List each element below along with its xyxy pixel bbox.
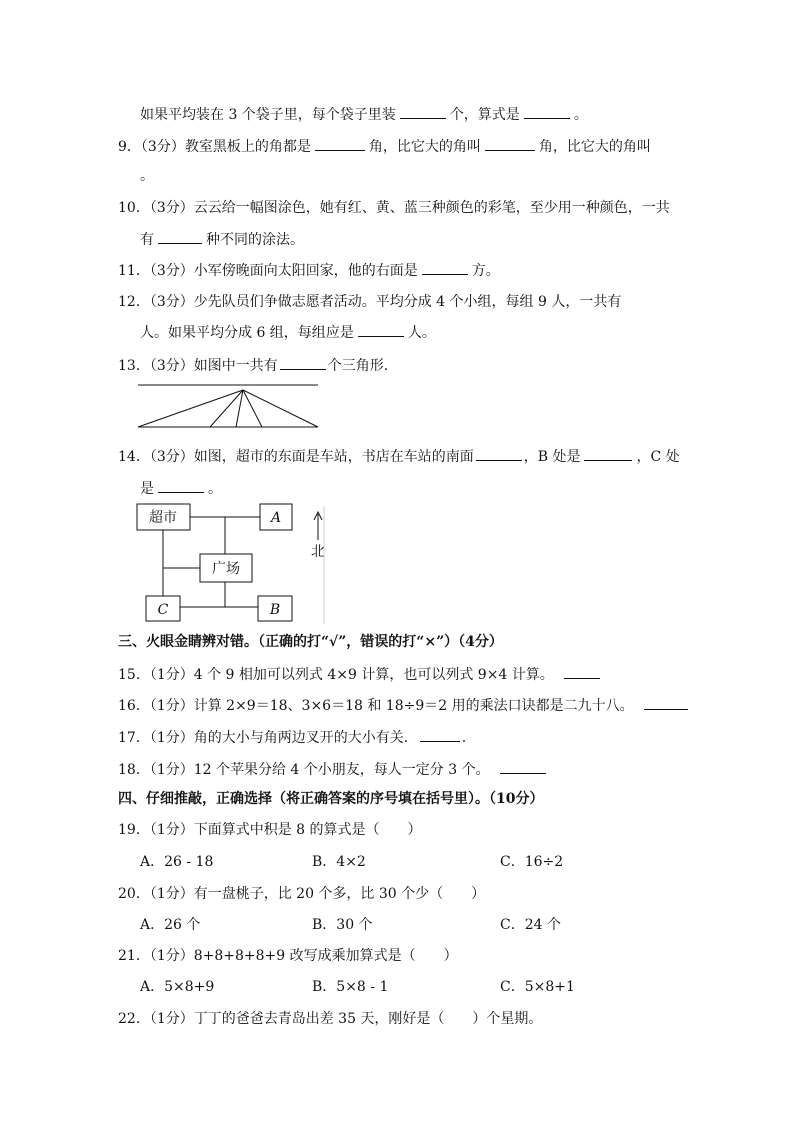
answer-blank[interactable] — [422, 260, 468, 275]
answer-blank[interactable] — [564, 664, 600, 679]
answer-blank[interactable] — [315, 136, 365, 151]
q20-option-a[interactable]: A．26 个 — [140, 917, 201, 933]
answer-blank[interactable] — [400, 104, 446, 119]
question-13 — [118, 355, 388, 376]
answer-blank[interactable] — [476, 446, 522, 461]
answer-blank[interactable] — [644, 695, 688, 710]
q9-text-c: 角，比它大的角叫 — [538, 139, 651, 155]
section-3-heading: 三、火眼金睛辨对错。（正确的打“√”，错误的打“×”）（4分） — [118, 634, 503, 650]
c-label: C — [157, 602, 169, 618]
q9-text-a: 9．（3分）教室黑板上的角都是 — [118, 139, 311, 155]
ray-4 — [243, 390, 262, 427]
q12-text-b: 人。如果平均分成 6 组，每组应是 — [140, 325, 354, 341]
ray-5 — [243, 390, 318, 427]
q17-text: 17．（1分）角的大小与角两边叉开的大小有关． — [118, 730, 418, 746]
section-4-heading: 四、仔细推敲，正确选择（将正确答案的序号填在括号里）。（10分） — [118, 791, 544, 807]
north-label: 北 — [311, 544, 325, 560]
q19-option-a[interactable]: A．26 - 18 — [140, 854, 214, 870]
ray-1 — [138, 390, 243, 427]
question-22: 22．（1分）丁丁的爸爸去青岛出差 35 天，刚好是（ ）个星期。 — [118, 1011, 543, 1027]
q10-text-b: 有 — [140, 232, 154, 248]
question-19: 19．（1分）下面算式中积是 8 的算式是（ ） — [118, 822, 422, 838]
question-21: 21．（1分）8+8+8+8+9 改写成乘加算式是（ ） — [118, 948, 458, 964]
q8-text-a: 如果平均装在 3 个袋子里，每个袋子里装 — [140, 107, 396, 123]
q8-text-b: 个，算式是 — [449, 107, 520, 123]
q14-text-a: 14．（3分）如图，超市的东面是车站，书店在车站的南面 — [118, 449, 474, 465]
q12-line2 — [140, 322, 436, 343]
q13-text-b: 个三角形. — [327, 358, 389, 374]
answer-blank[interactable] — [485, 136, 535, 151]
a-label: A — [270, 510, 282, 526]
q16-text: 16．（1分）计算 2×9＝18、3×6＝18 和 18÷9＝2 用的乘法口诀都是二九十八。 — [118, 698, 634, 714]
q17-end: . — [461, 730, 467, 746]
q8-text-c: 。 — [573, 107, 588, 123]
answer-blank[interactable] — [280, 355, 326, 370]
q8-continuation — [140, 104, 588, 125]
question-20: 20．（1分）有一盘桃子，比 20 个多，比 30 个少（ ） — [118, 886, 486, 902]
answer-blank[interactable] — [158, 229, 202, 244]
answer-blank[interactable] — [584, 446, 632, 461]
q20-option-b[interactable]: B．30 个 — [312, 917, 373, 933]
b-label: B — [269, 602, 281, 618]
q20-option-c[interactable]: C．24 个 — [500, 917, 561, 933]
q19-option-c[interactable]: C．16÷2 — [500, 854, 564, 870]
q12-text-c: 人。 — [407, 325, 436, 341]
answer-blank[interactable] — [500, 759, 546, 774]
q21-option-a[interactable]: A．5×8+9 — [140, 979, 215, 995]
triangle-figure — [138, 382, 320, 430]
q14-text-b: ，B 处是 — [523, 449, 581, 465]
square-label: 广场 — [212, 561, 240, 577]
q10-line2 — [140, 229, 304, 250]
q19-option-b[interactable]: B．4×2 — [312, 854, 366, 870]
q13-text-a: 13．（3分）如图中一共有 — [118, 358, 278, 374]
question-16 — [118, 695, 692, 716]
q9-end: 。 — [140, 168, 154, 184]
q21-option-c[interactable]: C．5×8+1 — [500, 979, 575, 995]
ray-3 — [236, 390, 243, 427]
q14-text-d: 是 — [140, 481, 154, 497]
map-figure — [136, 500, 332, 626]
q11-text-a: 11．（3分）小军傍晚面向太阳回家，他的右面是 — [118, 263, 418, 279]
answer-blank[interactable] — [358, 322, 404, 337]
question-11 — [118, 260, 500, 281]
q11-text-b: 方。 — [471, 263, 500, 279]
question-10: 10．（3分）云云给一幅图涂色，她有红、黄、蓝三种颜色的彩笔，至少用一种颜色，一共 — [118, 200, 670, 216]
q9-text-b: 角，比它大的角叫 — [368, 139, 481, 155]
answer-blank[interactable] — [524, 104, 570, 119]
q10-text-c: 种不同的涂法。 — [206, 232, 304, 248]
supermarket-label: 超市 — [149, 510, 177, 526]
q14-text-c: ，C 处 — [636, 449, 680, 465]
question-18 — [118, 759, 550, 780]
q21-option-b[interactable]: B．5×8 - 1 — [312, 979, 389, 995]
q15-text: 15．（1分）4 个 9 相加可以列式 4×9 计算，也可以列式 9×4 计算。 — [118, 667, 554, 683]
question-12: 12．（3分）少先队员们争做志愿者活动。平均分成 4 个小组，每组 9 人，一共有 — [118, 294, 622, 310]
q14-text-e: 。 — [208, 481, 222, 497]
q18-text: 18．（1分）12 个苹果分给 4 个小朋友，每人一定分 3 个。 — [118, 762, 490, 778]
answer-blank[interactable] — [420, 727, 460, 742]
question-17 — [118, 727, 466, 748]
q14-line2 — [140, 478, 222, 499]
question-14 — [118, 446, 680, 467]
answer-blank[interactable] — [158, 478, 204, 493]
question-9 — [118, 136, 651, 157]
question-15 — [118, 664, 604, 685]
